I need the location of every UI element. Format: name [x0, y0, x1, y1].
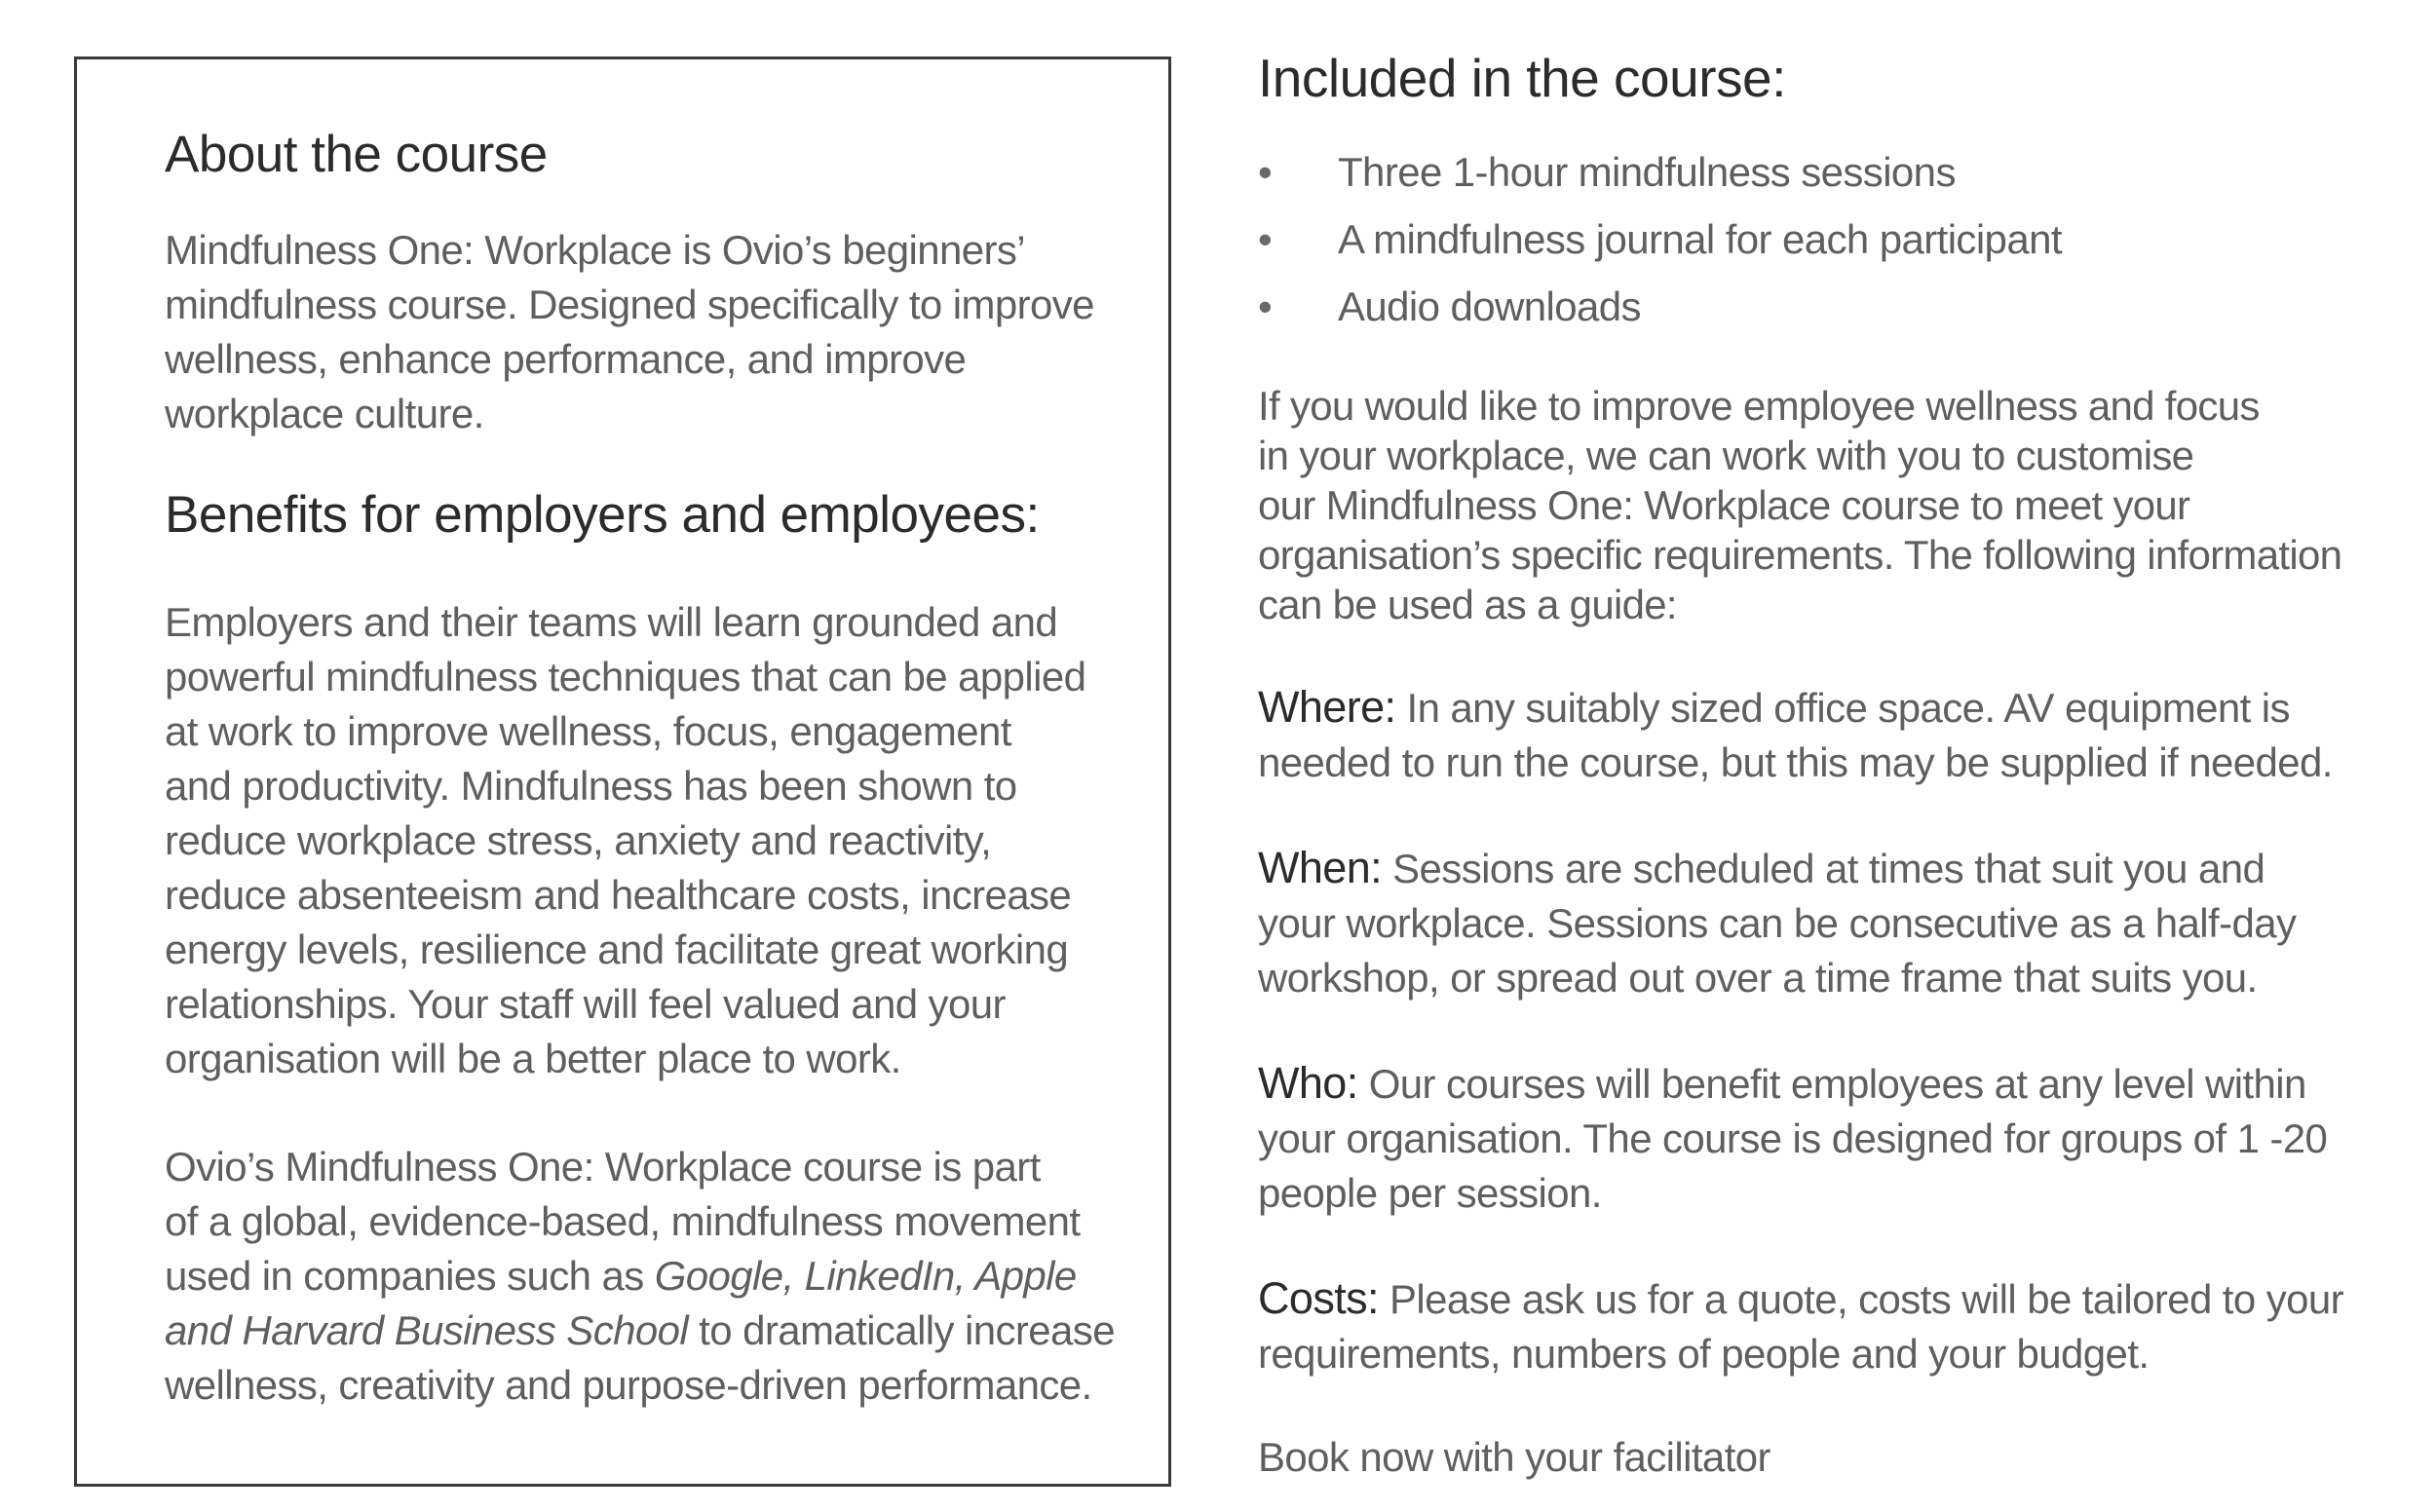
who-text: people per session. — [1258, 1170, 1602, 1216]
list-item — [1258, 273, 2427, 340]
ovio-paragraph — [165, 1140, 1139, 1413]
customise-line: in your workplace, we can work with you to customise — [1258, 433, 2194, 478]
costs-text: Please ask us for a quote, costs will be tailored to your — [1378, 1276, 2343, 1322]
benefits-line: at work to improve wellness, focus, engagement — [165, 708, 1011, 754]
ovio-line: of a global, evidence-based, mindfulness movement — [165, 1198, 1081, 1244]
about-line: workplace culture. — [165, 391, 484, 436]
ovio-line: used in companies such as — [165, 1253, 655, 1299]
who-block — [1258, 1056, 2427, 1221]
benefits-line: reduce absenteeism and healthcare costs, increase — [165, 872, 1072, 918]
about-heading: About the course — [165, 126, 548, 183]
bullet-icon: • — [1258, 149, 1273, 195]
included-column — [1258, 43, 2427, 1485]
list-item — [1258, 206, 2427, 273]
costs-label: Costs: — [1258, 1273, 1379, 1323]
benefits-line: Employers and their teams will learn grounded and — [165, 599, 1058, 645]
who-text: your organisation. The course is designed for groups of 1 -20 — [1258, 1115, 2328, 1161]
when-text: your workplace. Sessions can be consecutive as a half-day — [1258, 900, 2297, 946]
customise-line: organisation’s specific requirements. The following information — [1258, 532, 2342, 578]
when-label: When: — [1258, 843, 1383, 892]
costs-text: requirements, numbers of people and your budget. — [1258, 1331, 2150, 1377]
bullet-icon: • — [1258, 284, 1273, 329]
about-line: Mindfulness One: Workplace is Ovio’s beginners’ — [165, 227, 1026, 273]
benefits-line: relationships. Your staff will feel valued and your — [165, 981, 1006, 1027]
companies-italic: and Harvard Business School — [165, 1307, 689, 1353]
where-text: In any suitably sized office space. AV equipment is — [1395, 685, 2290, 731]
about-line: mindfulness course. Designed specifically to improve — [165, 282, 1094, 327]
customise-line: If you would like to improve employee wellness and focus — [1258, 383, 2260, 429]
customise-paragraph — [1258, 381, 2427, 629]
included-list — [1258, 138, 2427, 340]
when-text: Sessions are scheduled at times that suit you and — [1382, 846, 2265, 891]
where-block — [1258, 680, 2427, 790]
customise-line: can be used as a guide: — [1258, 582, 1677, 627]
costs-block — [1258, 1271, 2427, 1381]
companies-italic: Google, LinkedIn, Apple — [654, 1253, 1077, 1299]
about-paragraph — [165, 223, 1139, 441]
customise-line: our Mindfulness One: Workplace course to meet your — [1258, 482, 2190, 528]
included-heading: Included in the course: — [1258, 48, 1786, 108]
benefits-line: organisation will be a better place to work. — [165, 1036, 901, 1081]
about-line: wellness, enhance performance, and improve — [165, 336, 967, 382]
included-item-label: A mindfulness journal for each participant — [1338, 216, 2062, 262]
benefits-line: powerful mindfulness techniques that can be applied — [165, 654, 1086, 699]
who-text: Our courses will benefit employees at any level within — [1357, 1061, 2306, 1107]
ovio-line: Ovio’s Mindfulness One: Workplace course is part — [165, 1144, 1041, 1190]
about-course-box — [74, 57, 1171, 1487]
benefits-line: energy levels, resilience and facilitate great working — [165, 926, 1069, 972]
bullet-icon: • — [1258, 216, 1273, 262]
included-item-label: Three 1-hour mindfulness sessions — [1338, 149, 1956, 195]
benefits-line: reduce workplace stress, anxiety and reactivity, — [165, 817, 992, 863]
when-text: workshop, or spread out over a time frame that suits you. — [1258, 955, 2258, 1001]
benefits-paragraph — [165, 595, 1139, 1086]
where-text: needed to run the course, but this may be supplied if needed. — [1258, 739, 2333, 785]
benefits-line: and productivity. Mindfulness has been shown to — [165, 763, 1017, 809]
about-course-content — [165, 124, 1139, 1413]
where-label: Where: — [1258, 682, 1396, 732]
benefits-heading: Benefits for employers and employees: — [165, 486, 1040, 544]
list-item — [1258, 138, 2427, 206]
ovio-line: to dramatically increase — [688, 1307, 1115, 1353]
included-item-label: Audio downloads — [1338, 284, 1641, 329]
who-label: Who: — [1258, 1058, 1358, 1108]
when-block — [1258, 841, 2427, 1005]
ovio-line: wellness, creativity and purpose-driven performance. — [165, 1362, 1092, 1408]
book-now-text: Book now with your facilitator — [1258, 1434, 1770, 1480]
